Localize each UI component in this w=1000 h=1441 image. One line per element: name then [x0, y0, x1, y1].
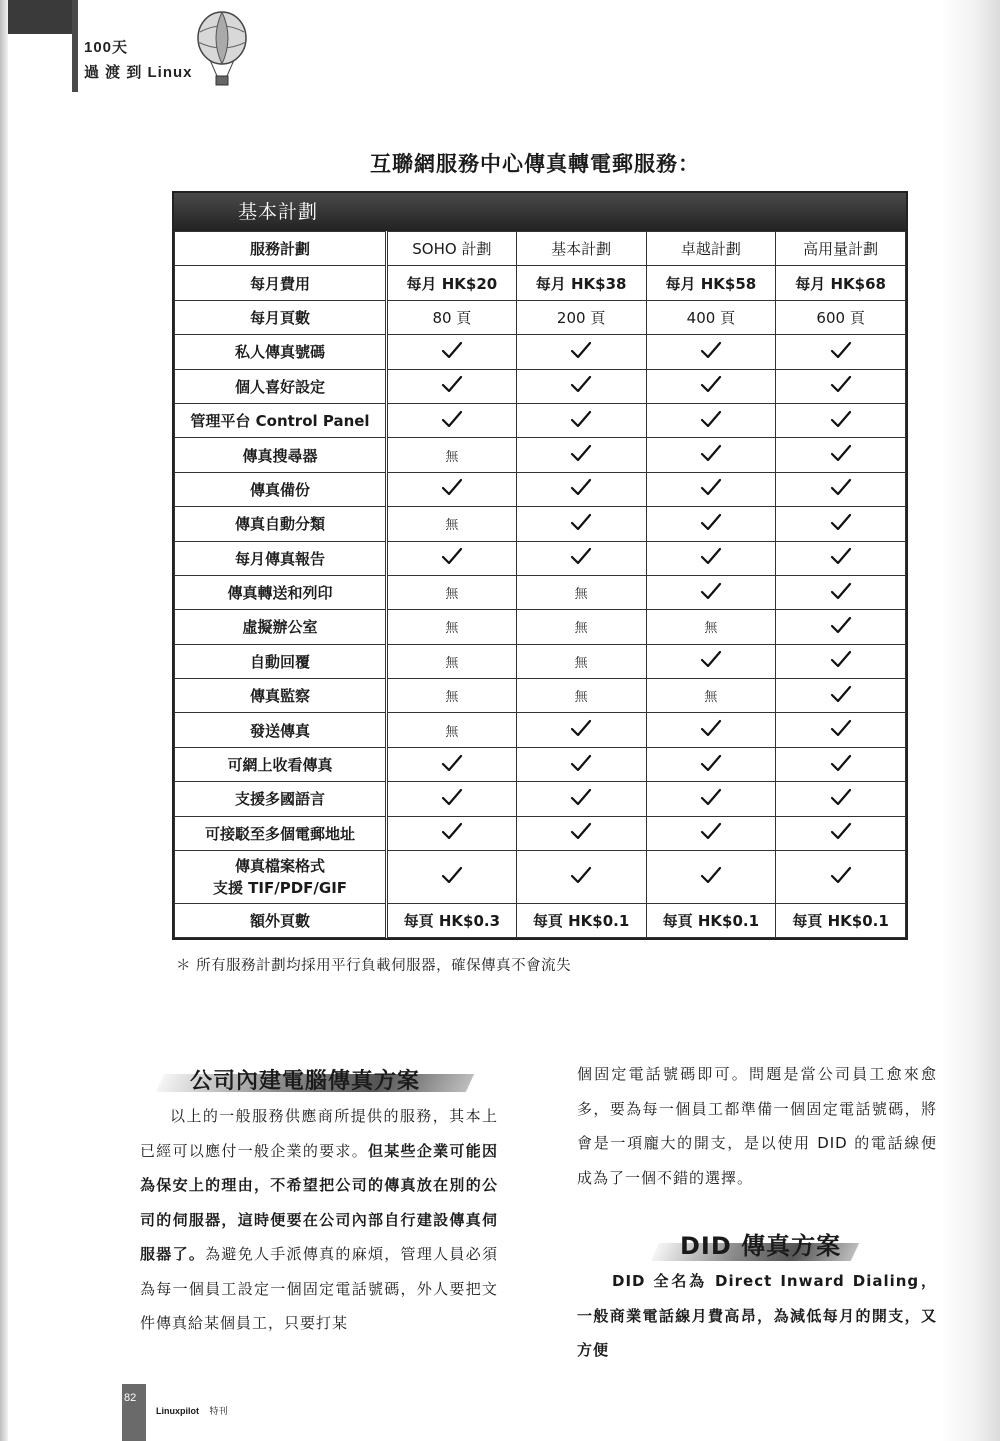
included-cell	[516, 747, 646, 781]
feature-label: 自動回覆	[175, 644, 387, 678]
table-row	[175, 644, 906, 678]
feature-label: 傳真自動分類	[175, 507, 387, 541]
feature-label: 傳真轉送和列印	[175, 575, 387, 609]
checkmark-icon	[830, 753, 852, 773]
included-cell	[516, 369, 646, 403]
included-cell	[776, 472, 906, 506]
plan-comparison-table	[172, 191, 908, 940]
not-included-cell	[387, 575, 517, 609]
included-cell	[387, 472, 517, 506]
feature-label: 支援多國語言	[175, 782, 387, 816]
included-cell	[387, 335, 517, 369]
not-included-mark: 無	[445, 621, 459, 637]
checkmark-icon	[700, 340, 722, 360]
value-cell: 每月 HK$38	[516, 266, 646, 300]
paragraph-text: 以上的一般服務供應商所提供的服務，其本上已經可以應付一般企業的要求。	[140, 1107, 498, 1160]
plan-grid	[174, 231, 906, 938]
table-row	[175, 403, 906, 437]
not-included-cell	[387, 644, 517, 678]
included-cell	[776, 644, 906, 678]
checkmark-icon	[700, 821, 722, 841]
checkmark-icon	[700, 512, 722, 532]
included-cell	[776, 541, 906, 575]
value-cell: 600 頁	[776, 300, 906, 334]
included-cell	[646, 851, 776, 904]
section-did-paragraph: DID 全名為 Direct Inward Dialing，一般商業電話線月費高昂，為減低每月的開支，又方便	[577, 1272, 937, 1359]
not-included-mark: 無	[574, 655, 588, 671]
included-cell	[646, 816, 776, 850]
checkmark-icon	[830, 649, 852, 669]
value-cell: 每頁 HK$0.1	[646, 904, 776, 938]
included-cell	[516, 335, 646, 369]
section-inhouse-paragraph	[140, 1099, 498, 1341]
included-cell	[516, 713, 646, 747]
checkmark-icon	[830, 718, 852, 738]
table-row	[175, 816, 906, 850]
included-cell	[776, 747, 906, 781]
page-left-edge	[0, 0, 8, 1441]
checkmark-icon	[441, 546, 463, 566]
column-header-feature: 服務計劃	[175, 232, 387, 266]
value-cell: 每月 HK$68	[776, 266, 906, 300]
footer-brand-name: Linuxpilot	[156, 1406, 199, 1416]
included-cell	[776, 507, 906, 541]
included-cell	[776, 713, 906, 747]
table-row	[175, 575, 906, 609]
value-cell: 400 頁	[646, 300, 776, 334]
not-included-cell	[387, 610, 517, 644]
section-title-inhouse-fax: 公司內建電腦傳真方案	[190, 1069, 421, 1094]
checkmark-icon	[570, 546, 592, 566]
included-cell	[516, 541, 646, 575]
not-included-cell	[516, 610, 646, 644]
page-number: 82	[124, 1392, 137, 1404]
series-header	[84, 36, 193, 82]
included-cell	[776, 782, 906, 816]
table-row	[175, 266, 906, 300]
table-row	[175, 679, 906, 713]
included-cell	[776, 403, 906, 437]
included-cell	[646, 747, 776, 781]
not-included-mark: 無	[704, 621, 718, 637]
included-cell	[646, 369, 776, 403]
checkmark-icon	[570, 374, 592, 394]
table-row	[175, 507, 906, 541]
checkmark-icon	[570, 443, 592, 463]
included-cell	[387, 851, 517, 904]
feature-label: 發送傳真	[175, 713, 387, 747]
checkmark-icon	[441, 753, 463, 773]
included-cell	[387, 541, 517, 575]
feature-label: 管理平台 Control Panel	[175, 403, 387, 437]
paragraph-bold-text: 但某些企業可能因為保安上的理由，不希望把公司的傳真放在別的公司的伺服器，這時便要在公司內部自行建設傳真伺服器了。	[140, 1141, 498, 1263]
paragraph-text: 為避免人手派傳真的麻煩，管理人員必須為每一個員工設定一個固定電話號碼，外人要把文件傳真給某個員工，只要打某	[140, 1245, 498, 1332]
not-included-cell	[646, 610, 776, 644]
included-cell	[516, 851, 646, 904]
checkmark-icon	[830, 787, 852, 807]
included-cell	[387, 403, 517, 437]
table-row	[175, 541, 906, 575]
checkmark-icon	[441, 787, 463, 807]
feature-label-line: 傳真檔案格式	[234, 857, 325, 876]
table-row	[175, 851, 906, 904]
feature-label: 虛擬辦公室	[175, 610, 387, 644]
checkmark-icon	[830, 512, 852, 532]
feature-label-line: 支援 TIF/PDF/GIF	[212, 879, 348, 898]
checkmark-icon	[700, 477, 722, 497]
included-cell	[776, 610, 906, 644]
feature-label: 可網上收看傳真	[175, 747, 387, 781]
feature-label: 傳真監察	[175, 679, 387, 713]
checkmark-icon	[441, 477, 463, 497]
included-cell	[646, 713, 776, 747]
checkmark-icon	[830, 409, 852, 429]
checkmark-icon	[700, 649, 722, 669]
not-included-cell	[646, 679, 776, 713]
checkmark-icon	[700, 546, 722, 566]
included-cell	[776, 679, 906, 713]
value-cell: 每月 HK$58	[646, 266, 776, 300]
footer-brand	[156, 1404, 228, 1417]
checkmark-icon	[830, 821, 852, 841]
column-header-plan: 卓越計劃	[646, 232, 776, 266]
not-included-cell	[516, 644, 646, 678]
value-cell: 80 頁	[387, 300, 517, 334]
table-row	[175, 610, 906, 644]
column-header-plan: SOHO 計劃	[387, 232, 517, 266]
checkmark-icon	[441, 340, 463, 360]
column-header-plan: 高用量計劃	[776, 232, 906, 266]
hot-air-balloon-icon	[192, 10, 252, 90]
plan-table-header: 基本計劃	[174, 193, 906, 231]
section-title-did-fax: DID 傳真方案	[680, 1232, 842, 1260]
feature-label: 每月傳真報告	[175, 541, 387, 575]
included-cell	[646, 782, 776, 816]
checkmark-icon	[700, 865, 722, 885]
included-cell	[516, 438, 646, 472]
checkmark-icon	[441, 409, 463, 429]
table-row	[175, 300, 906, 334]
not-included-mark: 無	[445, 518, 459, 534]
not-included-mark: 無	[445, 449, 459, 465]
feature-label: 額外頁數	[175, 904, 387, 938]
checkmark-icon	[700, 718, 722, 738]
table-row	[175, 782, 906, 816]
feature-label	[175, 851, 387, 904]
table-row	[175, 747, 906, 781]
not-included-mark: 無	[445, 587, 459, 603]
feature-label: 傳真搜尋器	[175, 438, 387, 472]
included-cell	[776, 335, 906, 369]
included-cell	[516, 403, 646, 437]
checkmark-icon	[830, 615, 852, 635]
checkmark-icon	[830, 340, 852, 360]
feature-label: 可接駁至多個電郵地址	[175, 816, 387, 850]
checkmark-icon	[441, 374, 463, 394]
checkmark-icon	[570, 718, 592, 738]
checkmark-icon	[830, 546, 852, 566]
plan-column-header-row	[175, 232, 906, 266]
checkmark-icon	[830, 684, 852, 704]
checkmark-icon	[570, 865, 592, 885]
included-cell	[516, 816, 646, 850]
table-row	[175, 472, 906, 506]
included-cell	[646, 507, 776, 541]
not-included-mark: 無	[445, 655, 459, 671]
feature-label: 個人喜好設定	[175, 369, 387, 403]
included-cell	[516, 782, 646, 816]
included-cell	[387, 816, 517, 850]
not-included-mark: 無	[574, 690, 588, 706]
included-cell	[646, 644, 776, 678]
checkmark-icon	[830, 581, 852, 601]
included-cell	[776, 369, 906, 403]
not-included-cell	[516, 575, 646, 609]
checkmark-icon	[441, 865, 463, 885]
series-header-line2: 過 渡 到 Linux	[84, 64, 193, 81]
included-cell	[516, 507, 646, 541]
included-cell	[646, 575, 776, 609]
included-cell	[646, 335, 776, 369]
included-cell	[646, 438, 776, 472]
table-footnote: ＊ 所有服務計劃均採用平行負載伺服器，確保傳真不會流失	[176, 958, 572, 974]
included-cell	[776, 575, 906, 609]
series-header-line1: 100天	[84, 39, 129, 56]
checkmark-icon	[700, 581, 722, 601]
included-cell	[646, 403, 776, 437]
value-cell: 每頁 HK$0.1	[516, 904, 646, 938]
not-included-cell	[387, 438, 517, 472]
checkmark-icon	[441, 821, 463, 841]
checkmark-icon	[700, 443, 722, 463]
not-included-mark: 無	[445, 724, 459, 740]
checkmark-icon	[830, 374, 852, 394]
checkmark-icon	[570, 340, 592, 360]
checkmark-icon	[570, 787, 592, 807]
not-included-cell	[387, 507, 517, 541]
value-cell: 每頁 HK$0.1	[776, 904, 906, 938]
feature-label: 每月頁數	[175, 300, 387, 334]
included-cell	[776, 816, 906, 850]
not-included-cell	[387, 679, 517, 713]
checkmark-icon	[830, 477, 852, 497]
feature-label: 私人傳真號碼	[175, 335, 387, 369]
checkmark-icon	[570, 512, 592, 532]
checkmark-icon	[570, 409, 592, 429]
checkmark-icon	[700, 374, 722, 394]
table-row	[175, 335, 906, 369]
checkmark-icon	[700, 409, 722, 429]
checkmark-icon	[700, 787, 722, 807]
checkmark-icon	[570, 753, 592, 773]
column-header-plan: 基本計劃	[516, 232, 646, 266]
table-title: 互聯網服務中心傳真轉電郵服務：	[370, 152, 700, 176]
checkmark-icon	[700, 753, 722, 773]
checkmark-icon	[570, 821, 592, 841]
table-row	[175, 438, 906, 472]
checkmark-icon	[830, 443, 852, 463]
page-right-edge	[940, 0, 1000, 1441]
not-included-mark: 無	[704, 690, 718, 706]
included-cell	[776, 438, 906, 472]
table-row	[175, 904, 906, 938]
table-row	[175, 713, 906, 747]
checkmark-icon	[570, 477, 592, 497]
included-cell	[646, 541, 776, 575]
not-included-mark: 無	[574, 587, 588, 603]
value-cell: 每頁 HK$0.3	[387, 904, 517, 938]
included-cell	[387, 369, 517, 403]
header-accent-bar	[72, 0, 78, 92]
not-included-mark: 無	[445, 690, 459, 706]
section-inhouse-continued: 個固定電話號碼即可。問題是當公司員工愈來愈多，要為每一個員工都準備一個固定電話號碼，將會是一項龐大的開支，是以使用 DID 的電話線便成為了一個不錯的選擇。	[577, 1065, 937, 1187]
included-cell	[776, 851, 906, 904]
header-dark-block	[8, 0, 72, 34]
included-cell	[646, 472, 776, 506]
value-cell: 200 頁	[516, 300, 646, 334]
feature-label: 每月費用	[175, 266, 387, 300]
checkmark-icon	[830, 865, 852, 885]
included-cell	[387, 782, 517, 816]
included-cell	[387, 747, 517, 781]
not-included-cell	[387, 713, 517, 747]
not-included-cell	[516, 679, 646, 713]
table-row	[175, 369, 906, 403]
value-cell: 每月 HK$20	[387, 266, 517, 300]
included-cell	[516, 472, 646, 506]
not-included-mark: 無	[574, 621, 588, 637]
footer-brand-suffix: 特刊	[209, 1406, 228, 1416]
feature-label: 傳真備份	[175, 472, 387, 506]
